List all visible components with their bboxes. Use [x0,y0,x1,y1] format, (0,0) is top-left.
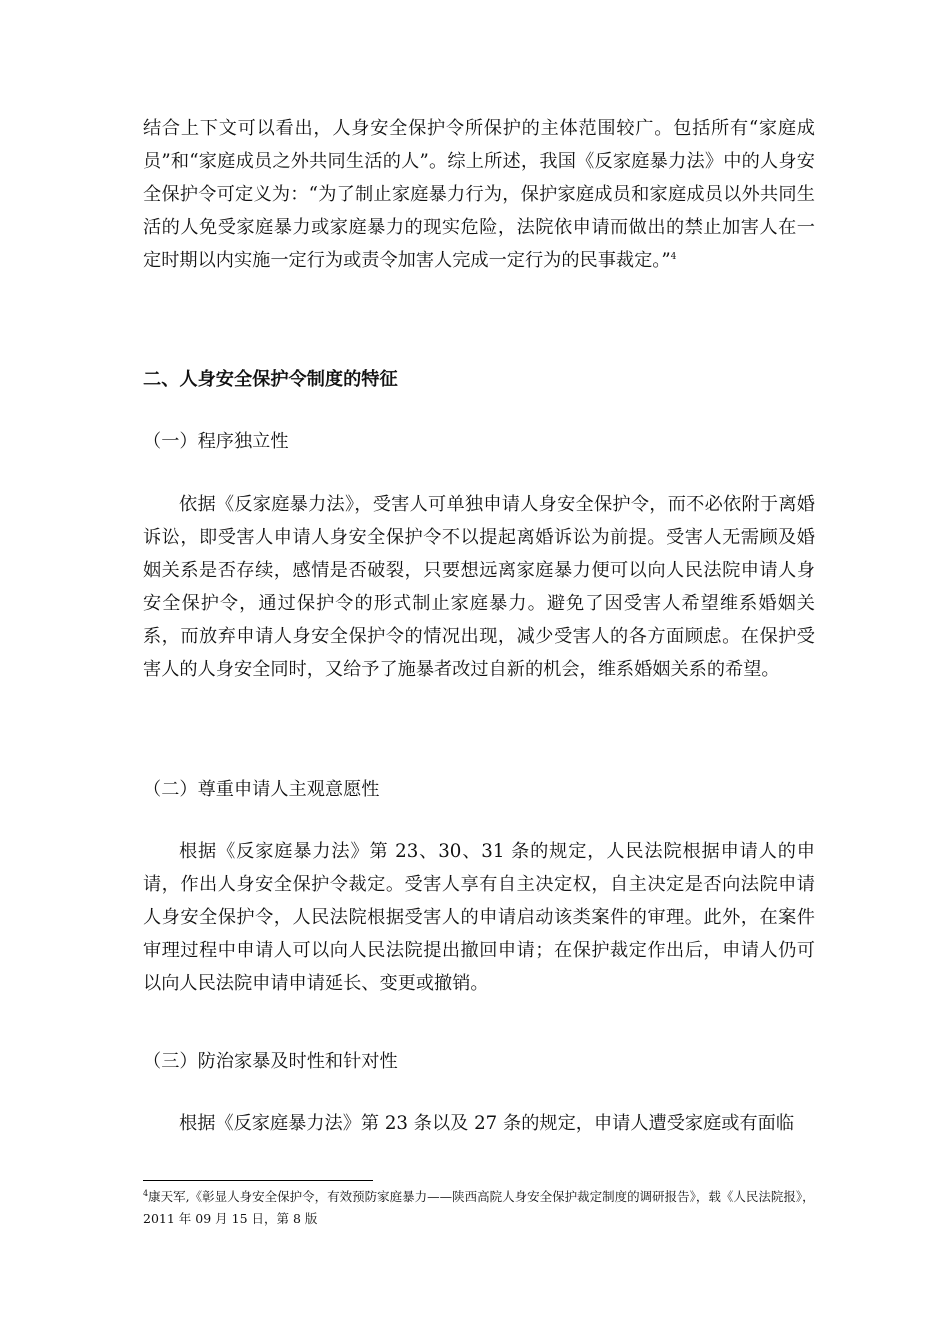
subheading-procedural-independence: （一）程序独立性 [143,431,289,452]
subheading-applicant-will: （二）尊重申请人主观意愿性 [143,779,380,800]
paragraph-definition-text: 结合上下文可以看出，人身安全保护令所保护的主体范围较广。包括所有“家庭成员”和“家庭成员之外共同生活的人”。综上所述，我国《反家庭暴力法》中的人身安全保护令可定义为：“为了制止家庭暴力行为，保护家庭成员和家庭成员以外共同生活的人免受家庭暴力或家庭暴力的现实危险，法院依申请而做出的禁止加害人在一定时期以内实施一定行为或责令加害人完成一定行为的民事裁定。” [143,118,815,271]
paragraph-timeliness: 根据《反家庭暴力法》第 23 条以及 27 条的规定，申请人遭受家庭或有面临 [179,1113,795,1134]
footnote-text: 康天军,《彰显人身安全保护令，有效预防家庭暴力——陕西高院人身安全保护裁定制度的调研报告》，载《人民法院报》，2011 年 09 月 15 日，第 8 版 [143,1189,815,1226]
footnote-reference[interactable]: 4 [670,251,677,262]
footnote-number: 4 [143,1188,149,1198]
section-heading: 二、人身安全保护令制度的特征 [143,369,398,390]
footnote-separator [143,1180,373,1181]
footnote [143,1186,815,1230]
paragraph-procedural-independence: 依据《反家庭暴力法》，受害人可单独申请人身安全保护令，而不必依附于离婚诉讼，即受害人申请人身安全保护令不以提起离婚诉讼为前提。受害人无需顾及婚姻关系是否存续，感情是否破裂，只要想远离家庭暴力便可以向人民法院申请人身安全保护令，通过保护令的形式制止家庭暴力。避免了因受害人希望维系婚姻关系，而放弃申请人身安全保护令的情况出现，减少受害人的各方面顾虑。在保护受害人的人身安全同时，又给予了施暴者改过自新的机会，维系婚姻关系的希望。 [143,494,815,680]
subheading-timeliness: （三）防治家暴及时性和针对性 [143,1051,398,1072]
paragraph-definition [143,112,815,277]
paragraph-applicant-will: 根据《反家庭暴力法》第 23、30、31 条的规定，人民法院根据申请人的申请，作出人身安全保护令裁定。受害人享有自主决定权，自主决定是否向法院申请人身安全保护令，人民法院根据受害人的申请启动该类案件的审理。此外，在案件审理过程中申请人可以向人民法院提出撤回申请；在保护裁定作出后，申请人仍可以向人民法院申请申请延长、变更或撤销。 [143,841,815,994]
